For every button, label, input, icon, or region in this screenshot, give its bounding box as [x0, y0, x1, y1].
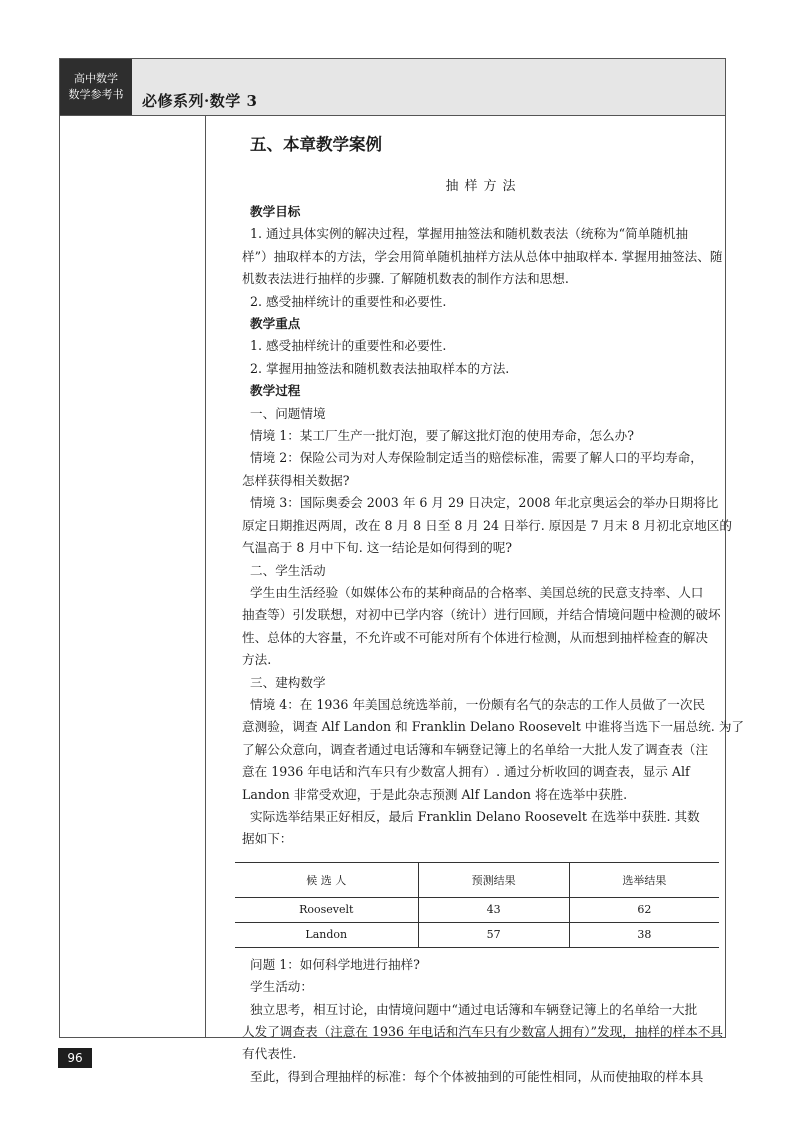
book-title: 必修系列·数学 3	[142, 92, 258, 110]
table-row	[235, 922, 719, 947]
body-line: 样”）抽取样本的方法，学会用简单随机抽样方法从总体中抽取样本. 掌握用抽签法、随	[242, 248, 723, 264]
body-line: 问题 1：如何科学地进行抽样?	[250, 956, 420, 972]
column-header: 候 选 人	[235, 862, 418, 897]
body-line: 情境 4：在 1936 年美国总统选举前，一份颇有名气的杂志的工作人员做了一次民	[250, 696, 706, 712]
subheading: 三、建构数学	[250, 674, 326, 690]
body-line: 原定日期推迟两周，改在 8 月 8 日至 8 月 24 日举行. 原因是 7 月末 8 月初北京地区的	[242, 517, 732, 533]
page-number: 96	[58, 1048, 92, 1068]
body-line: 1. 感受抽样统计的重要性和必要性.	[250, 338, 447, 354]
table-row	[235, 897, 719, 922]
body-line: 抽查等）引发联想，对初中已学内容（统计）进行回顾，并结合情境问题中检测的破坏	[242, 607, 721, 623]
body-line: 情境 1：某工厂生产一批灯泡，要了解这批灯泡的使用寿命，怎么办?	[250, 428, 634, 444]
table-cell: 43	[418, 897, 569, 922]
body-line: 1. 通过具体实例的解决过程，掌握用抽签法和随机数表法（统称为“简单随机抽	[250, 226, 689, 242]
body-line: 据如下：	[242, 831, 293, 847]
body-line: 怎样获得相关数据?	[242, 472, 350, 488]
table-cell: 38	[569, 922, 719, 947]
table-cell: 62	[569, 897, 719, 922]
heading-process: 教学过程	[250, 383, 301, 399]
body-line: 了解公众意向，调查者通过电话簿和车辆登记簿上的名单给一大批人发了调查表（注	[242, 741, 708, 757]
body-line: 机数表法进行抽样的步骤. 了解随机数表的制作方法和思想.	[242, 271, 569, 287]
page-header	[60, 59, 725, 116]
body-line: 2. 掌握用抽签法和随机数表法抽取样本的方法.	[250, 360, 510, 376]
body-line: 独立思考，相互讨论，由情境问题中“通过电话簿和车辆登记簿上的名单给一大批	[250, 1001, 698, 1017]
body-line: 实际选举结果正好相反，最后 Franklin Delano Roosevelt 在选举中获胜. 其数	[250, 808, 700, 824]
body-line: 情境 2：保险公司为对人寿保险制定适当的赔偿标准，需要了解人口的平均寿命，	[250, 450, 703, 466]
column-header: 选举结果	[569, 862, 719, 897]
badge-line-2: 数学参考书	[68, 88, 124, 101]
table-header-row	[235, 862, 719, 897]
body-line: 学生活动：	[250, 979, 313, 995]
badge-line-1: 高中数学	[74, 72, 118, 85]
main-content	[242, 131, 745, 1088]
body-line: 性、总体的大容量，不允许或不可能对所有个体进行检测，从而想到抽样检查的解决	[242, 629, 708, 645]
section-title: 五、本章教学案例	[250, 135, 382, 154]
table-cell: Landon	[235, 922, 418, 947]
subheading: 一、问题情境	[250, 405, 326, 421]
body-line: 方法.	[242, 652, 272, 668]
table-cell: Roosevelt	[235, 897, 418, 922]
series-badge	[60, 59, 132, 115]
body-line: 情境 3：国际奥委会 2003 年 6 月 29 日决定，2008 年北京奥运会的举办日期将比	[250, 495, 719, 511]
body-line: 学生由生活经验（如媒体公布的某种商品的合格率、美国总统的民意支持率、人口	[250, 584, 704, 600]
column-header: 预测结果	[418, 862, 569, 897]
body-line: 气温高于 8 月中下旬. 这一结论是如何得到的呢?	[242, 540, 513, 556]
election-results-table	[235, 862, 719, 948]
lesson-title: 抽样方法	[445, 179, 522, 194]
body-line: 2. 感受抽样统计的重要性和必要性.	[250, 293, 447, 309]
body-line: 有代表性.	[242, 1046, 297, 1062]
table-cell: 57	[418, 922, 569, 947]
body-line: 人发了调查表（注意在 1936 年电话和汽车只有少数富人拥有）”发现，抽样的样本不具	[242, 1024, 723, 1039]
margin-column	[60, 116, 206, 1037]
heading-key-points: 教学重点	[250, 316, 301, 332]
body-line: 意测验，调查 Alf Landon 和 Franklin Delano Roosevelt 中谁将当选下一届总统. 为了	[242, 719, 745, 735]
subheading: 二、学生活动	[250, 562, 326, 578]
heading-objectives: 教学目标	[250, 204, 301, 219]
body-line: 至此，得到合理抽样的标准：每个个体被抽到的可能性相同，从而使抽取的样本具	[250, 1068, 704, 1084]
body-line: Landon 非常受欢迎，于是此杂志预测 Alf Landon 将在选举中获胜.	[242, 786, 628, 802]
body-line: 意在 1936 年电话和汽车只有少数富人拥有）. 通过分析收回的调查表，显示 Alf	[242, 764, 690, 780]
